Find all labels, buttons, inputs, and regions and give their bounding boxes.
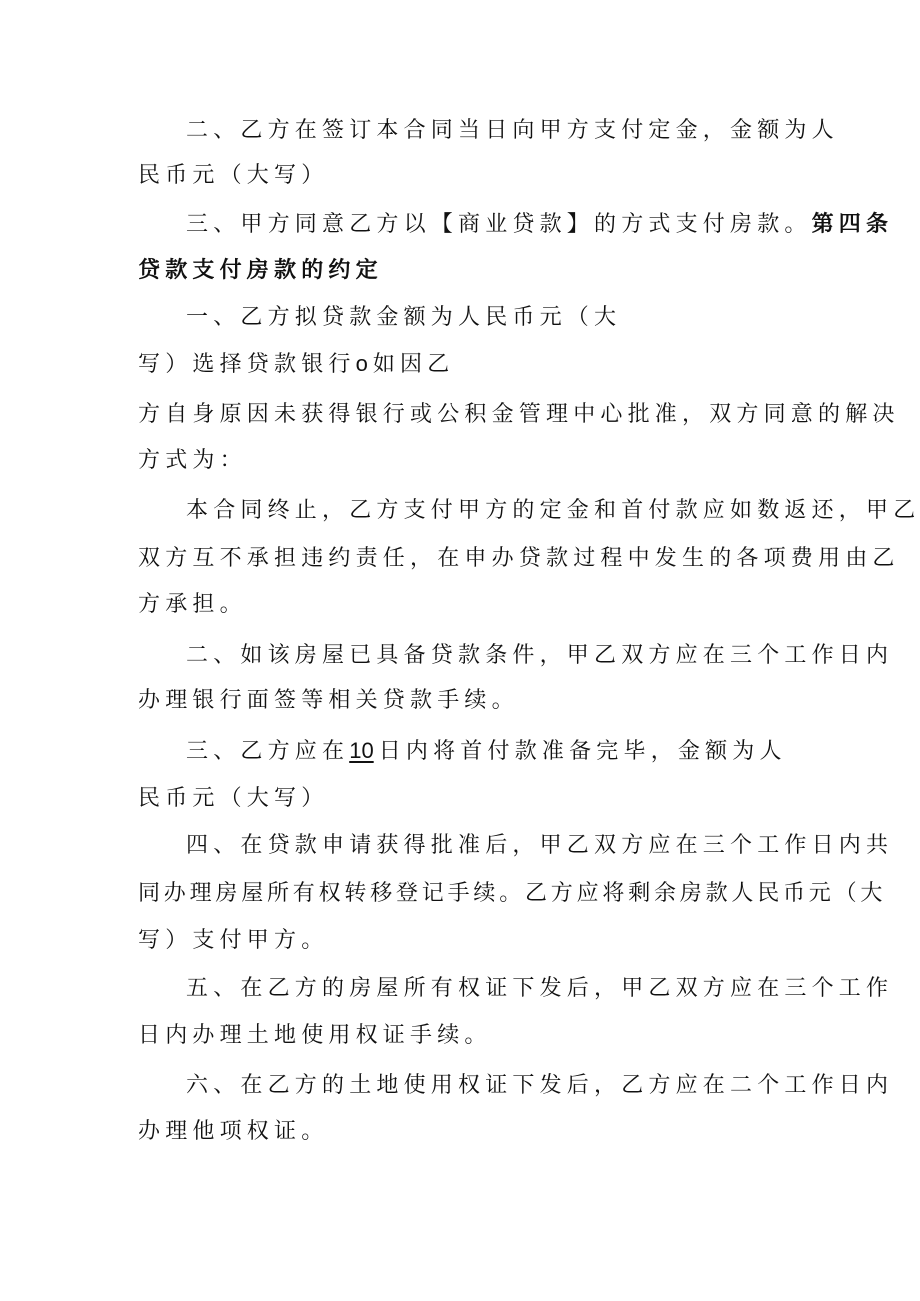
paragraph-line [138,590,247,620]
text-run: 如因乙 [372,352,455,377]
paragraph-line [138,1117,328,1147]
text-run: 日内将首付款准备完毕，金额为人 [378,739,787,764]
paragraph-line [138,784,328,814]
text-run: 方自身原因未获得银行或公积金管理中心批准，双方同意的解决 [138,402,900,427]
paragraph-line [138,400,900,430]
paragraph-line [186,496,920,526]
filled-value-days: 10 [349,738,374,763]
paragraph-line [138,161,328,191]
text-run: 五、在乙方的房屋所有权证下发后，甲乙双方应在三个工作 [186,976,894,1001]
text-run: 二、乙方在签订本合同当日向甲方支付定金，金额为人 [186,118,839,143]
paragraph-line [138,446,247,476]
paragraph-line [186,209,893,240]
paragraph-line [186,303,621,333]
text-run: 本合同终止，乙方支付甲方的定金和首付款应如数返还，甲乙 [186,498,920,523]
paragraph-line [186,1071,893,1101]
article-heading: 贷款支付房款的约定 [138,257,383,283]
text-run: 三、乙方应在 [186,739,350,764]
text-run: 双方互不承担违约责任，在申办贷款过程中发生的各项费用由乙 [138,546,900,571]
text-run: 方承担。 [138,592,247,617]
text-run: 民币元（大写） [138,786,329,811]
text-run: 方式为： [138,448,247,473]
text-run: 写）选择贷款银行 [138,352,356,377]
text-run: 二、如该房屋已具备贷款条件，甲乙双方应在三个工作日内 [186,643,894,668]
paragraph-line [186,116,839,146]
paragraph-line [138,544,900,574]
paragraph-line [186,736,787,767]
text-run: 同办理房屋所有权转移登记手续。乙方应将剩余房款人民币元（大 [138,881,887,906]
article-heading-line [138,255,383,285]
text-run: 日内办理土地使用权证手续。 [138,1023,492,1048]
paragraph-line [186,831,893,861]
text-run: 四、在贷款申请获得批准后，甲乙双方应在三个工作日内共 [186,833,894,858]
paragraph-line [138,926,328,956]
paragraph-line [138,879,886,909]
paragraph-line [138,1021,492,1051]
text-run: 三、甲方同意乙方以【商业贷款】的方式支付房款。 [186,212,812,237]
paragraph-line [186,974,893,1004]
text-run: 一、乙方拟贷款金额为人民币元（大 [186,305,622,330]
text-run: 办理他项权证。 [138,1119,329,1144]
paragraph-line [138,686,519,716]
text-run: 办理银行面签等相关贷款手续。 [138,688,519,713]
paragraph-line [186,641,893,671]
paragraph-line [138,349,454,380]
text-run: 写）支付甲方。 [138,928,329,953]
text-run: o [355,351,368,376]
text-run: 民币元（大写） [138,163,329,188]
article-heading: 第四条 [811,211,894,237]
text-run: 六、在乙方的土地使用权证下发后，乙方应在二个工作日内 [186,1073,894,1098]
